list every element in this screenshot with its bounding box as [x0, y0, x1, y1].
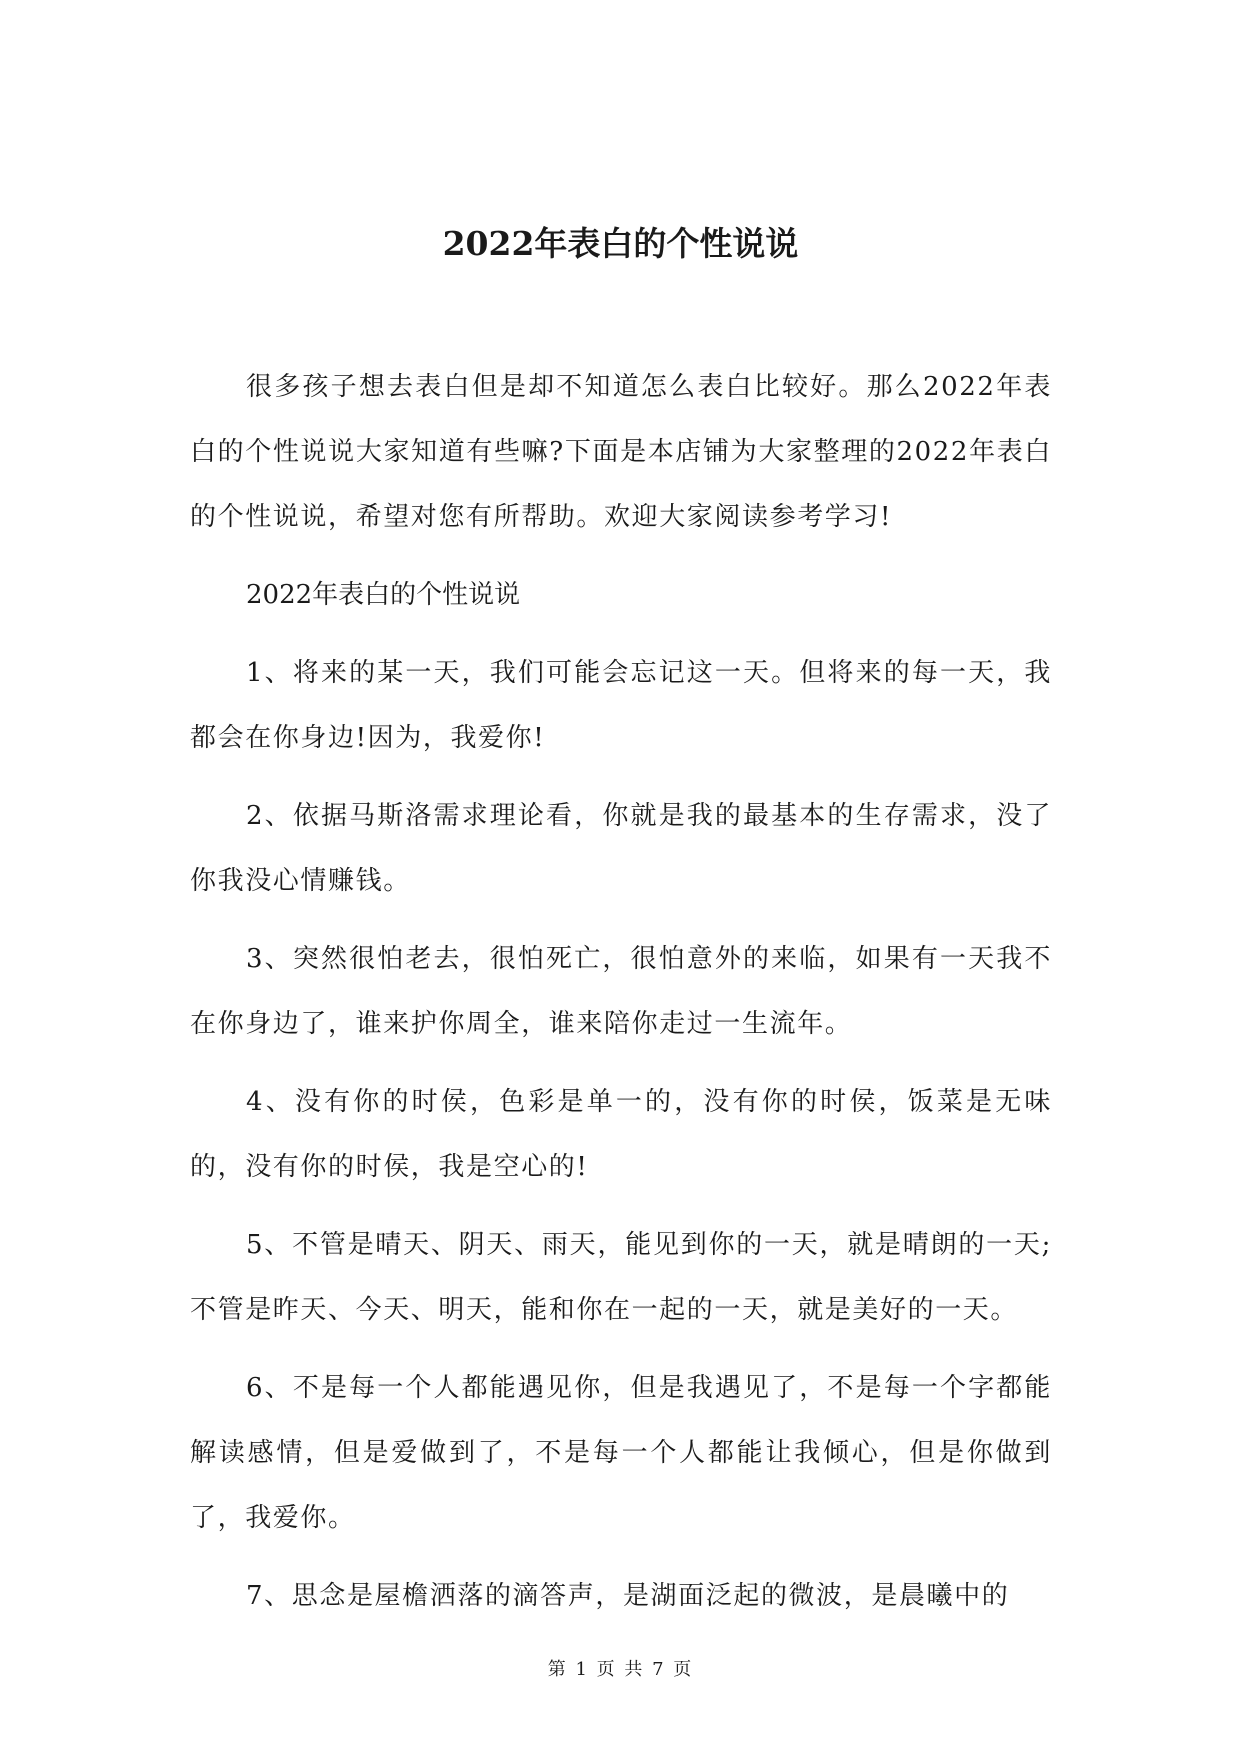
list-item: 1、将来的某一天，我们可能会忘记这一天。但将来的每一天，我都会在你身边!因为，我爱你! — [190, 658, 1052, 753]
section-subheading: 2022年表白的个性说说 — [246, 580, 521, 610]
list-item: 5、不管是晴天、阴天、雨天，能见到你的一天，就是晴朗的一天;不管是昨天、今天、明天，能和你在一起的一天，就是美好的一天。 — [190, 1230, 1052, 1325]
intro-paragraph: 很多孩子想去表白但是却不知道怎么表白比较好。那么2022年表白的个性说说大家知道有些嘛?下面是本店铺为大家整理的2022年表白的个性说说，希望对您有所帮助。欢迎大家阅读参考学习! — [190, 372, 1052, 532]
list-item: 6、不是每一个人都能遇见你，但是我遇见了，不是每一个字都能解读感情，但是爱做到了，不是每一个人都能让我倾心，但是你做到了，我爱你。 — [190, 1373, 1052, 1533]
list-item: 3、突然很怕老去，很怕死亡，很怕意外的来临，如果有一天我不在你身边了，谁来护你周全，谁来陪你走过一生流年。 — [190, 944, 1052, 1039]
list-item: 2、依据马斯洛需求理论看，你就是我的最基本的生存需求，没了你我没心情赚钱。 — [190, 801, 1052, 896]
document-body — [190, 355, 1052, 1642]
page-number-footer: 第 1 页 共 7 页 — [547, 1659, 694, 1680]
document-title: 2022年表白的个性说说 — [442, 224, 799, 263]
list-item: 7、思念是屋檐洒落的滴答声，是湖面泛起的微波，是晨曦中的 — [246, 1581, 1010, 1611]
list-item: 4、没有你的时侯，色彩是单一的，没有你的时侯，饭菜是无味的，没有你的时侯，我是空心的! — [190, 1087, 1052, 1182]
